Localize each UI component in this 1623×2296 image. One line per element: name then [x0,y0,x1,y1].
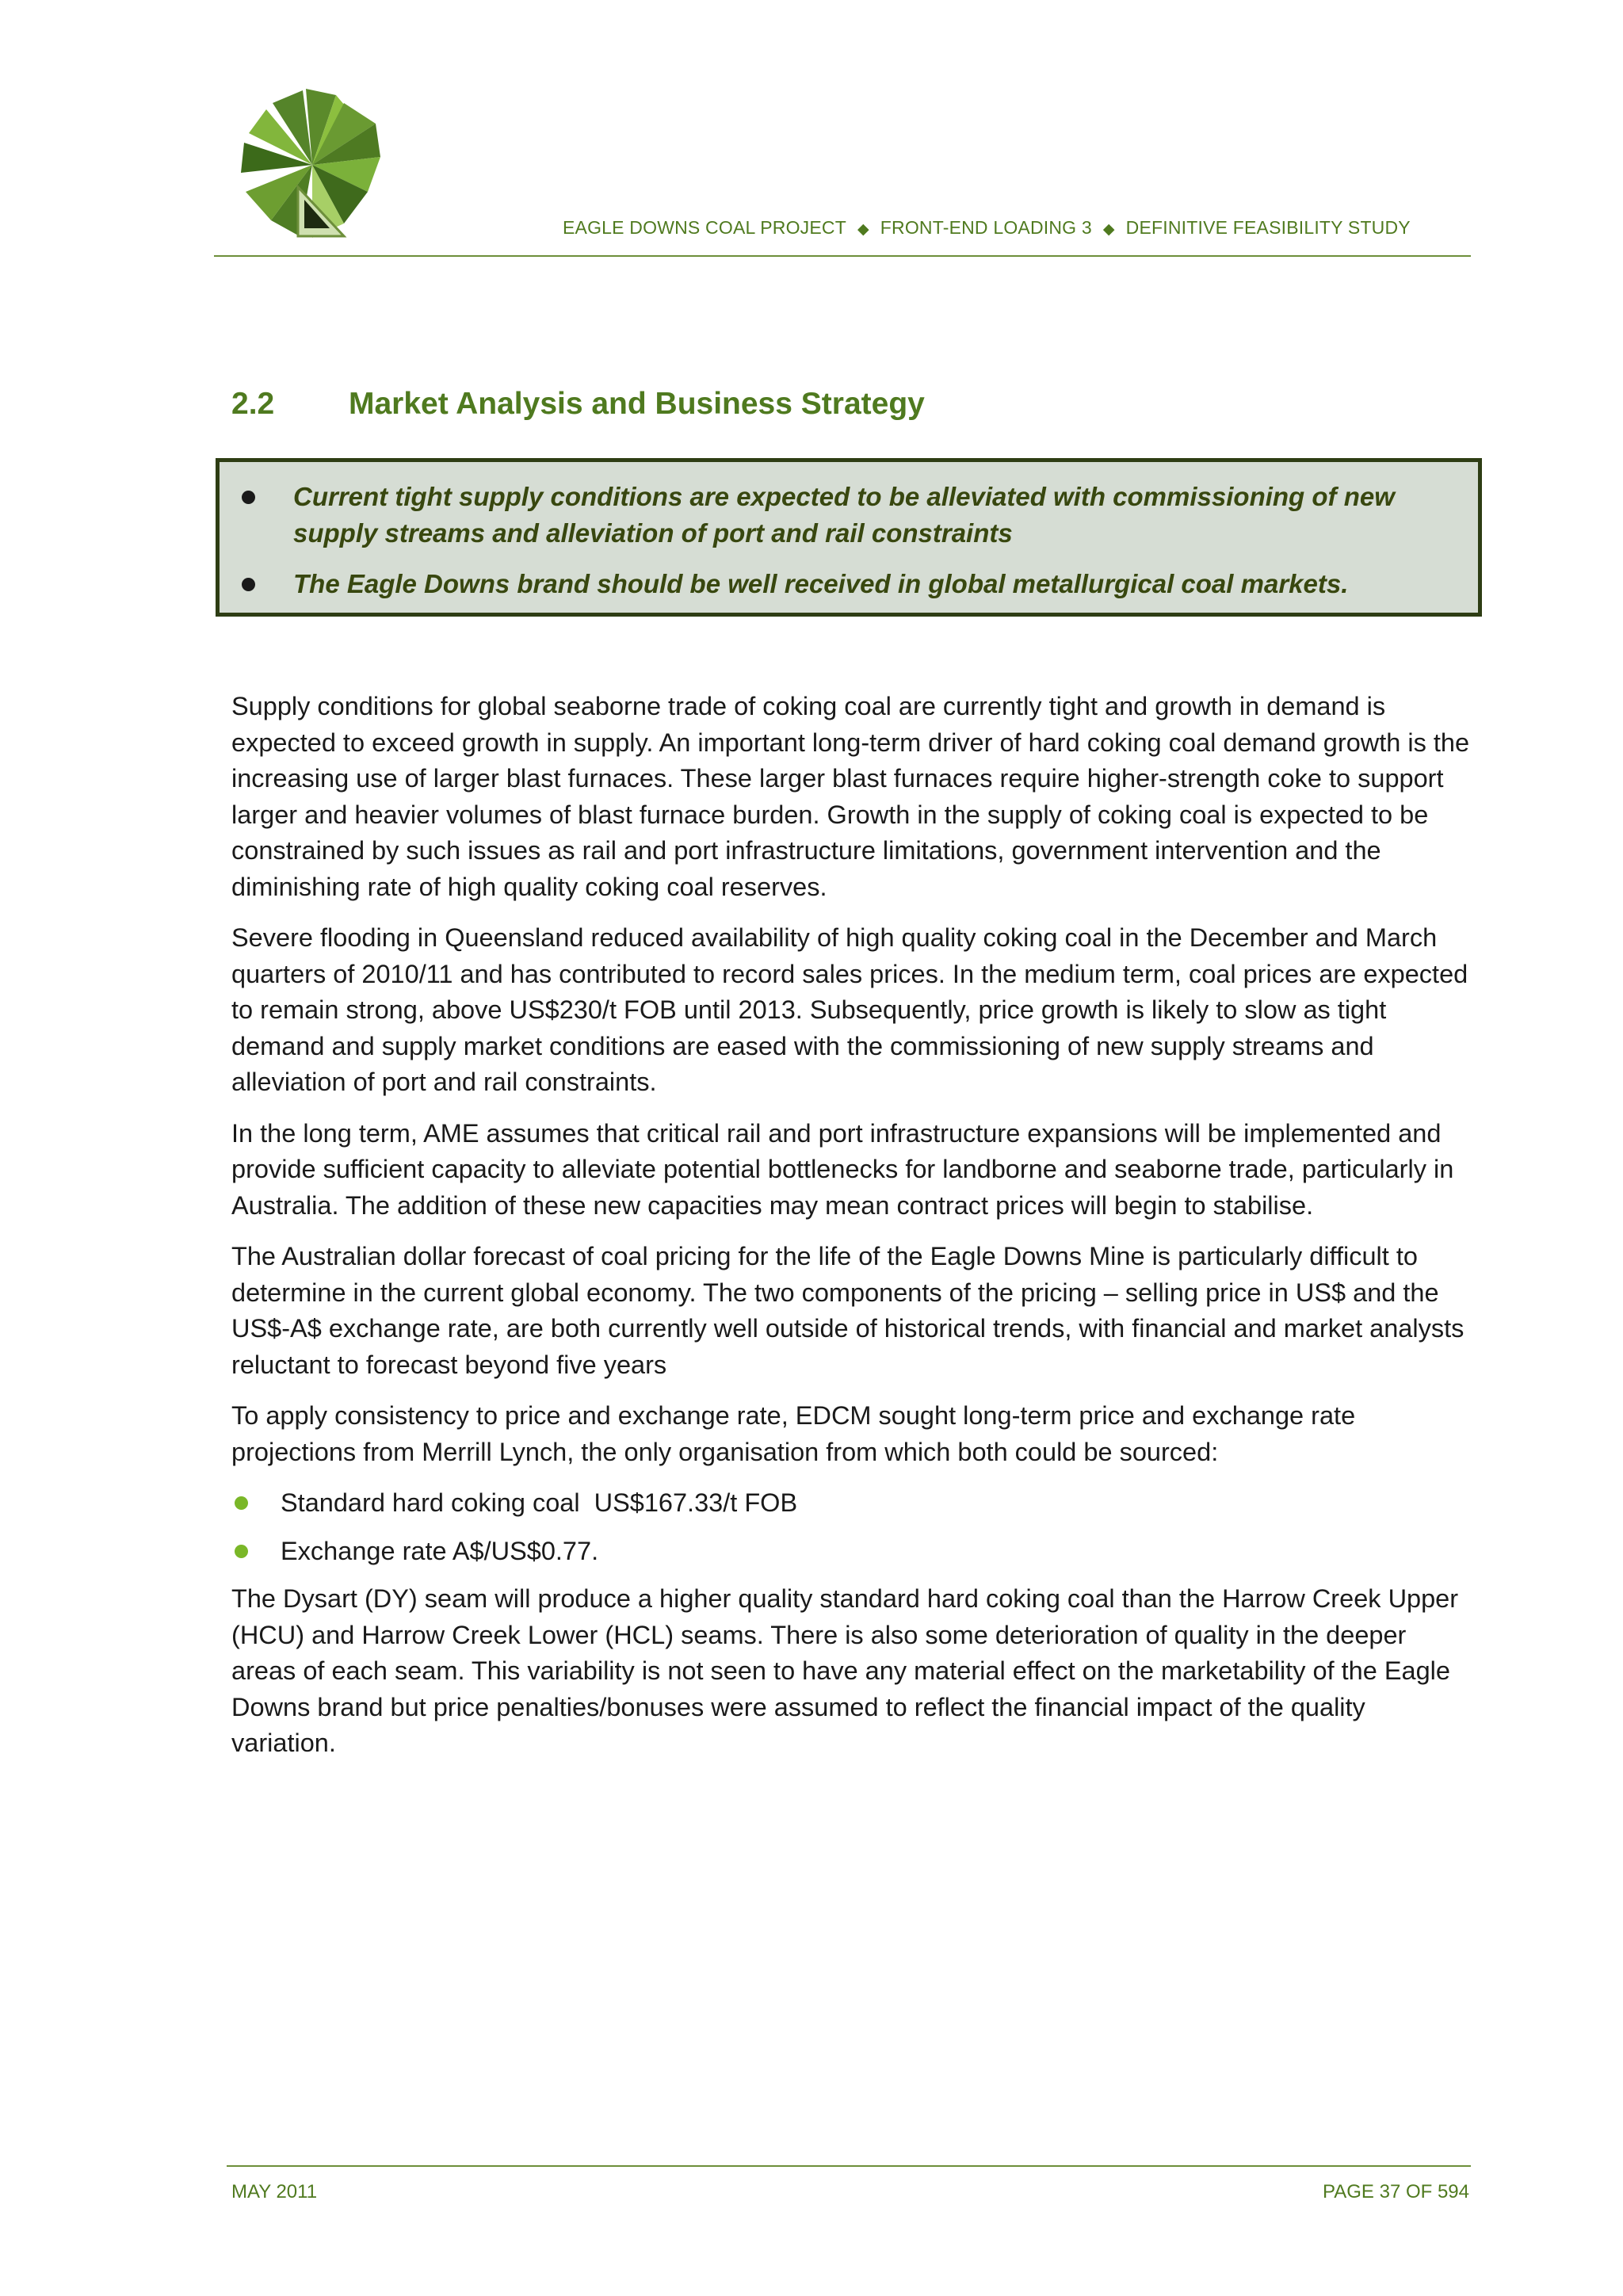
key-point-text: Current tight supply conditions are expected to be alleviated with commissioning of new supply streams and alleviation of port and rail constraints [293,482,1395,548]
list-item-value: US$167.33/t FOB [594,1488,798,1517]
section-number: 2.2 [231,387,275,421]
list-item [231,1534,1476,1570]
body-content [231,689,1476,1777]
page-number: PAGE 37 OF 594 [1323,2181,1469,2202]
paragraph: The Australian dollar forecast of coal pricing for the life of the Eagle Downs Mine is particularly difficult to determine in the current global economy. The two components of the pricing – selling price in US$ and the US$-A$ exchange rate, are both currently well outside of historical trends, with financial and market analysts reluctant to forecast beyond five years [231,1242,1465,1379]
list-item [231,1485,1476,1522]
bullet-icon [242,578,255,591]
header-phase: FRONT-END LOADING 3 [880,217,1092,238]
header-divider [214,255,1471,257]
paragraph: To apply consistency to price and exchange rate, EDCM sought long-term price and exchange rate projections from Merrill Lynch, the only organisation from which both could be sourced: [231,1401,1356,1466]
paragraph: Supply conditions for global seaborne trade of coking coal are currently tight and growth in demand is expected to exceed growth in supply. An important long-term driver of hard coking coal demand growth is the increasing use of larger blast furnaces. These larger blast furnaces require higher-strength coke to support larger and heavier volumes of blast furnace burden. Growth in the supply of coking coal is expected to be constrained by such issues as rail and port infrastructure limitations, government intervention and the diminishing rate of high quality coking coal reserves. [231,692,1470,901]
section-title: Market Analysis and Business Strategy [349,387,925,421]
paragraph: In the long term, AME assumes that critical rail and port infrastructure expansions will be implemented and provide sufficient capacity to alleviate potential bottlenecks for landborne and seaborne trade, particularly in Australia. The addition of these new capacities may mean contract prices will begin to stabilise. [231,1118,1454,1220]
paragraph: The Dysart (DY) seam will produce a higher quality standard hard coking coal than the Harrow Creek Upper (HCU) and Harrow Creek Lower (HCL) seams. There is also some deterioration of quality in the deeper areas of each seam. This variability is not seen to have any material effect on the marketability of the Eagle Downs brand but price penalties/bonuses were assumed to reflect the financial impact of the quality variation. [231,1584,1459,1757]
bullet-icon [242,491,255,504]
section-heading [231,387,925,422]
diamond-icon: ◆ [1102,221,1115,238]
list-item-label: Exchange rate A$/US$0.77. [281,1536,599,1565]
key-points-box [216,458,1482,617]
bullet-icon [235,1496,248,1510]
header-study: DEFINITIVE FEASIBILITY STUDY [1125,217,1411,238]
header-project: EAGLE DOWNS COAL PROJECT [563,217,846,238]
bullet-icon [235,1545,248,1558]
running-header [563,217,1411,239]
company-logo [227,86,403,244]
footer-date: MAY 2011 [231,2181,318,2202]
diamond-icon: ◆ [857,221,869,238]
footer-divider [227,2165,1471,2167]
key-point-text: The Eagle Downs brand should be well received in global metallurgical coal markets. [293,569,1349,598]
paragraph: Severe flooding in Queensland reduced availability of high quality coking coal in the December and March quarters of 2010/11 and has contributed to record sales prices. In the medium term, coal prices are expected to remain strong, above US$230/t FOB until 2013. Subsequently, price growth is likely to slow as tight demand and supply market conditions are eased with the commissioning of new supply streams and alleviation of port and rail constraints. [231,923,1468,1096]
list-item-label: Standard hard coking coal [281,1488,580,1517]
